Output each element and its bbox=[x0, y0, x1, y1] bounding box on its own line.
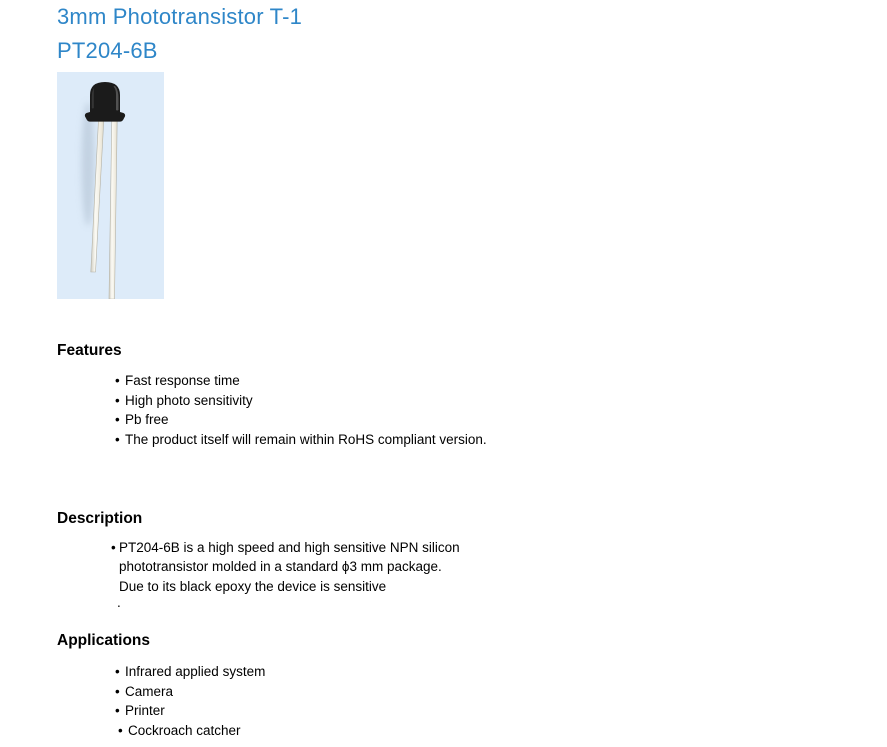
description-item bbox=[57, 538, 757, 596]
bullet-icon: • bbox=[115, 373, 120, 388]
phototransistor-dome bbox=[85, 82, 125, 122]
bullet-icon: • bbox=[115, 412, 120, 428]
phototransistor-lead-right bbox=[109, 120, 117, 299]
bullet-icon: • bbox=[118, 722, 123, 738]
application-item bbox=[57, 662, 757, 682]
description-heading: Description bbox=[57, 510, 143, 527]
application-item bbox=[57, 721, 757, 741]
description-line: PT204-6B is a high speed and high sensitive NPN silicon bbox=[119, 540, 460, 555]
feature-item-text: Fast response time bbox=[125, 373, 240, 388]
product-title-line2: PT204-6B bbox=[57, 38, 158, 63]
application-item bbox=[57, 682, 757, 702]
application-item-text: Cockroach catcher bbox=[128, 722, 241, 738]
application-item-text: Camera bbox=[125, 683, 174, 699]
page-title bbox=[57, 0, 302, 68]
bullet-icon: • bbox=[115, 664, 120, 679]
product-title-line1: 3mm Phototransistor T-1 bbox=[57, 4, 303, 29]
feature-item bbox=[57, 430, 757, 450]
feature-item-text: Pb free bbox=[125, 412, 169, 428]
description-line: phototransistor molded in a standard ϕ3 mm package. bbox=[119, 559, 442, 575]
bullet-icon: • bbox=[115, 683, 120, 699]
product-photo bbox=[57, 72, 164, 299]
feature-item-text: The product itself will remain within RoHS compliant version. bbox=[125, 431, 487, 447]
bullet-icon: • bbox=[115, 703, 120, 719]
description-list bbox=[57, 538, 757, 596]
feature-item bbox=[57, 371, 757, 391]
stray-period: . bbox=[117, 595, 121, 610]
application-item-text: Infrared applied system bbox=[125, 664, 266, 679]
features-list bbox=[57, 371, 757, 449]
feature-item bbox=[57, 410, 757, 430]
phototransistor-illustration bbox=[57, 72, 164, 299]
description-line: Due to its black epoxy the device is sensitive bbox=[119, 578, 387, 594]
application-item bbox=[57, 701, 757, 721]
applications-section bbox=[57, 631, 757, 740]
application-item-text: Printer bbox=[125, 703, 165, 719]
description-section bbox=[57, 509, 757, 610]
feature-item-text: High photo sensitivity bbox=[125, 392, 253, 408]
applications-list bbox=[57, 662, 757, 740]
features-heading: Features bbox=[57, 342, 122, 359]
features-section bbox=[57, 341, 757, 449]
feature-item bbox=[57, 391, 757, 411]
bullet-icon: • bbox=[111, 540, 116, 555]
applications-heading: Applications bbox=[57, 632, 151, 649]
bullet-icon: • bbox=[115, 431, 120, 447]
bullet-icon: • bbox=[115, 392, 120, 408]
